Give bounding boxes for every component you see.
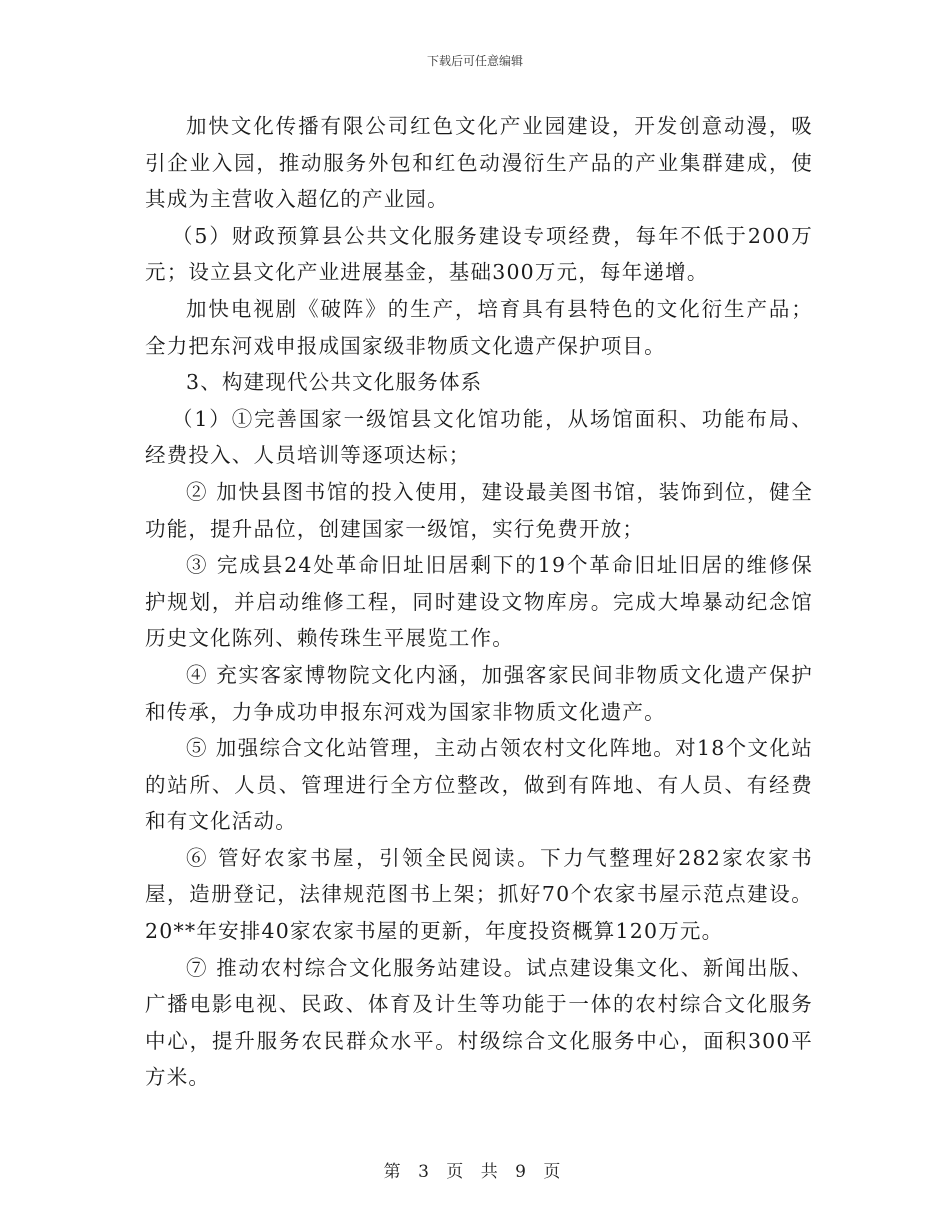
paragraph: ③ 完成县24处革命旧址旧居剩下的19个革命旧址旧居的维修保护规划，并启动维修工程，同时建设文物库房。完成大埠暴动纪念馆历史文化陈列、赖传珠生平展览工作。 bbox=[145, 553, 813, 651]
paragraph: 加快电视剧《破阵》的生产，培育具有县特色的文化衍生产品；全力把东河戏申报成国家级非物质文化遗产保护项目。 bbox=[145, 296, 813, 358]
paragraph: ⑦ 推动农村综合文化服务站建设。试点建设集文化、新闻出版、广播电影电视、民政、体育及计生等功能于一体的农村综合文化服务中心，提升服务农民群众水平。村级综合文化服务中心，面积300平方米。 bbox=[145, 955, 813, 1090]
paragraph: （1）①完善国家一级馆县文化馆功能，从场馆面积、功能布局、经费投入、人员培训等逐项达标； bbox=[145, 406, 813, 468]
paragraph: ⑥ 管好农家书屋，引领全民阅读。下力气整理好282家农家书屋，造册登记，法律规范图书上架；抓好70个农家书屋示范点建设。20**年安排40家农家书屋的更新，年度投资概算120万元。 bbox=[145, 845, 813, 944]
paragraph: ④ 充实客家博物院文化内涵，加强客家民间非物质文化遗产保护和传承，力争成功申报东河戏为国家非物质文化遗产。 bbox=[145, 662, 813, 724]
paragraph: ⑤ 加强综合文化站管理，主动占领农村文化阵地。对18个文化站的站所、人员、管理进行全方位整改，做到有阵地、有人员、有经费和有文化活动。 bbox=[145, 736, 813, 834]
page-header: 下载后可任意编辑 bbox=[426, 54, 523, 68]
paragraph: 加快文化传播有限公司红色文化产业园建设，开发创意动漫，吸引企业入园，推动服务外包和红色动漫衍生产品的产业集群建成，使其成为主营收入超亿的产业园。 bbox=[145, 114, 813, 212]
paragraph: ② 加快县图书馆的投入使用，建设最美图书馆，装饰到位，健全功能，提升品位，创建国家一级馆，实行免费开放； bbox=[145, 479, 813, 541]
page-footer: 第 3 页 共 9 页 bbox=[383, 1162, 567, 1182]
document-body bbox=[145, 108, 813, 1096]
paragraph: （5）财政预算县公共文化服务建设专项经费，每年不低于200万元；设立县文化产业进展基金，基础300万元，每年递增。 bbox=[145, 223, 813, 285]
section-heading: 3、构建现代公共文化服务体系 bbox=[186, 370, 483, 395]
